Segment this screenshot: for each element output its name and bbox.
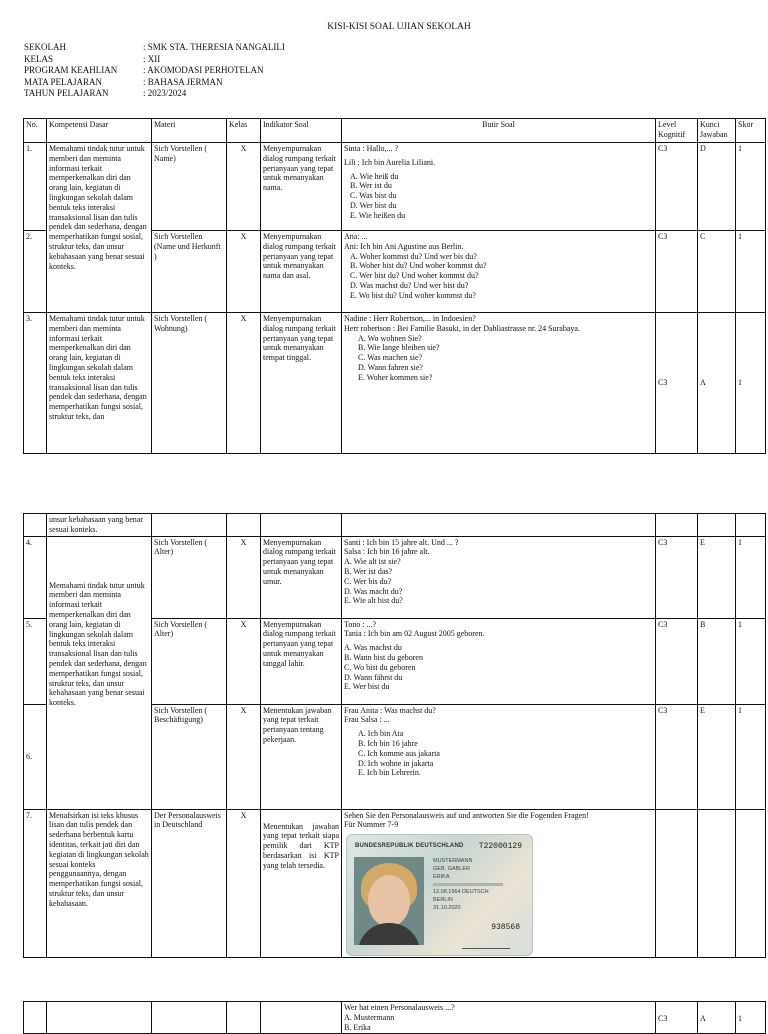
answer-option: D. Ich wohne in jakarta — [358, 758, 434, 768]
info-value: : XII — [143, 53, 161, 64]
cell-kelas: X — [227, 704, 261, 809]
cell-butir — [342, 809, 656, 958]
cell-materi: Sich Vorstellen ( Beschäftigung) — [152, 704, 227, 809]
cell-indikator: Menyempurnakan dialog rumpang terkait pertanyaan yang tepat untuk menanyakan umur. — [261, 536, 342, 618]
cell-kompetensi: Memahami tindak tutur untuk memberi dan meminta informasi terkait memperkenalkan diri dan orang lain, kegiatan di lingkungan sekolah dalam bentuk teks interaksi transaksional lisan dan tulis pendek dan sederhana, dengan memperhatikan fungsi sosial, struktur teks, dan unsur kebahasaan yang benar sesuai konteks. — [47, 143, 152, 313]
cell-kelas: X — [227, 313, 261, 454]
id-card-field: ERIKA — [433, 874, 450, 881]
cell-kelas: X — [227, 143, 261, 231]
question-text: Wer hat einen Personalausweis ...? — [344, 1003, 455, 1012]
cell-skor: 1 — [736, 536, 766, 618]
cell-butir — [342, 313, 656, 454]
cell-kompetensi: Memahami tindak tutur untuk memberi dan meminta informasi terkait memperkenalkan diri dan orang lain, kegiatan di lingkungan sekolah dalam bentuk teks interaksi transaksional lisan dan tulis pendek dan sederhana, dengan memperhatikan fungsi sosial, struktur teks, dan unsur kebahasaan yang benar sesuai konteks. — [47, 536, 152, 809]
info-value: : AKOMODASI PERHOTELAN — [143, 65, 264, 76]
cell-indikator: Menentukan jawaban yang tepat terkait pertanyaan tentang pekerjaan. — [261, 704, 342, 809]
info-key: MATA PELAJARAN — [24, 76, 103, 87]
cell-indikator: Menentukan jawaban yang tepat terkait siapa pemilik dari KTP berdasarkan isi KTP yang telah tersedia. — [261, 809, 342, 958]
info-key: SEKOLAH — [24, 42, 66, 52]
cell-skor: 1 — [736, 618, 766, 704]
kisi-table-page-3 — [23, 1001, 766, 1034]
cell-level: C3 — [656, 231, 698, 313]
answer-option: B. Wie lange bleiben sie? — [358, 343, 440, 353]
dialog-line: Ana: ... — [344, 232, 368, 241]
id-card-image — [346, 834, 533, 956]
header-materi: Materi — [152, 119, 227, 143]
cell-kelas: X — [227, 809, 261, 958]
answer-option: A. Mustermann — [344, 1012, 395, 1022]
cell-kunci: E — [698, 536, 736, 618]
answer-option: C. Was bist du — [350, 191, 397, 201]
answer-option: A. Wie heiß du — [350, 171, 399, 181]
answer-option: D. Wer bist du — [350, 200, 397, 210]
answer-option: A. Wie alt ist sie? — [344, 557, 401, 567]
table-row — [24, 313, 766, 454]
cell-butir — [342, 143, 656, 231]
cell-indikator: Menyempurnakan dialog rumpang terkait pertanyaan yang tepat untuk menanyakan tempat tinggal. — [261, 313, 342, 454]
dialog-line: Sinta : Hallo,... ? — [344, 144, 398, 153]
answer-option: E. Wie alt bist du? — [344, 596, 403, 606]
info-row-mapel — [24, 77, 285, 89]
dialog-line: Herr robertson : Bei Familie Basuki, in der Dahliastrasse nr. 24 Surabaya. — [344, 323, 580, 333]
info-row-program — [24, 65, 285, 77]
header-kompetensi: Kompetensi Dasar — [47, 119, 152, 143]
answer-option: E. Wer bist du — [344, 682, 390, 692]
cell-butir — [342, 1002, 656, 1034]
cell-kunci: E — [698, 704, 736, 809]
cell-no: 6. — [24, 704, 47, 809]
id-card-number: T22000129 — [478, 842, 522, 852]
answer-option: E. Ich bin Lehrerin. — [358, 768, 421, 778]
table-row — [24, 1002, 766, 1034]
dialog-line: Tania : Ich bin am 02 August 2005 geboren. — [344, 629, 485, 639]
cell-kompetensi: unsur kebahasaan yang benar sesuai konteks. — [47, 514, 152, 537]
cell-no: 1. — [24, 143, 47, 231]
answer-option: A. Wo wohnen Sie? — [358, 333, 422, 343]
cell-kunci: A — [698, 313, 736, 454]
info-value: : 2023/2024 — [143, 88, 187, 99]
answer-option: C. Wer bist du? Und woher kommst du? — [350, 271, 479, 281]
answer-option: D. Was machst du? Und wer bist du? — [350, 280, 469, 290]
cell-materi: Sich Vorstellen ( Wohnung) — [152, 313, 227, 454]
answer-option: B. Woher bist du? Und woher kommst du? — [350, 261, 487, 271]
answer-option: A. Woher kommst du? Und wer bis du? — [350, 251, 477, 261]
cell-no: 7. — [24, 809, 47, 958]
cell-level: C3 — [656, 313, 698, 454]
dialog-line: Nadine : Herr Robertson,... in Indoesien? — [344, 314, 476, 323]
kisi-table-page-2 — [23, 513, 766, 958]
cell-materi: Sich Vorstellen ( Name) — [152, 143, 227, 231]
info-row-kelas — [24, 54, 285, 66]
table-row-continued — [24, 514, 766, 537]
cell-butir — [342, 618, 656, 704]
header-level: Level Kognitif — [656, 119, 698, 143]
table-header-row — [24, 119, 766, 143]
dialog-line: Frau Anita : Was machst du? — [344, 705, 436, 715]
answer-option: B. Erika — [344, 1022, 371, 1032]
answer-option: D. Wann fahren sie? — [358, 362, 423, 372]
header-butir: Butir Soal — [342, 119, 656, 143]
answer-option: B. Ich bin 16 jahre — [358, 738, 418, 748]
dialog-line: Ani: Ich bin Ani Agustine aus Berlin. — [344, 241, 464, 251]
id-card-field: 31.10.2020 — [433, 905, 461, 912]
id-card-photo — [354, 857, 424, 945]
cell-level: C3 — [656, 704, 698, 809]
cell-kunci: D — [698, 143, 736, 231]
answer-option: E. Woher kommen sie? — [358, 372, 433, 382]
answer-option: E. Wie heißen du — [350, 210, 406, 220]
info-key: PROGRAM KEAHLIAN — [24, 65, 118, 76]
cell-skor: 1 — [736, 313, 766, 454]
cell-level: C3 — [656, 536, 698, 618]
cell-no: 3. — [24, 313, 47, 454]
cell-kompetensi: Memahami tindak tutur untuk memberi dan meminta informasi terkait memperkenalkan diri dan orang lain, kegiatan di lingkungan sekolah dalam bentuk teks interaksi transaksional lisan dan tulis pendek dan sederhana, dengan memperhatikan fungsi sosial, struktur teks, dan — [47, 313, 152, 454]
cell-butir — [342, 704, 656, 809]
answer-option: D. Was macht du? — [344, 586, 403, 596]
id-card-fields — [433, 857, 503, 912]
document-title: KISI-KISI SOAL UJIAN SEKOLAH — [327, 22, 471, 32]
table-row — [24, 143, 766, 231]
question-instruction-range: Für Nummer 7-9 — [344, 820, 399, 830]
table-row — [24, 536, 766, 618]
answer-option: B. Wer ist das? — [344, 566, 393, 576]
cell-kompetensi: Menafsirkan isi teks khusus lisan dan tulis pendek dan sederhana berbentuk kartu identitas, terkait jati diri dan kegiatan di lingkungan sekolah sesuai konteks penggunaannya, dengan memperhatikan fungsi sosial, struktur teks, dan unsur kebahasaan. — [47, 809, 152, 958]
cell-level: C3 — [656, 143, 698, 231]
cell-no: 2. — [24, 231, 47, 313]
cell-materi: Der Personalausweis in Deutschland — [152, 809, 227, 958]
header-kunci: Kunci Jawaban — [698, 119, 736, 143]
header-no: No. — [24, 119, 47, 143]
answer-option: E. Wo bist du? Und woher kommst du? — [350, 290, 476, 300]
answer-option: B. Wann bist du geboren — [344, 652, 423, 662]
kisi-table-page-1 — [23, 118, 766, 454]
cell-no: 4. — [24, 536, 47, 618]
answer-option: D. Wann fährst du — [344, 672, 403, 682]
answer-option: C. Wo bist du geboren — [344, 662, 416, 672]
id-card-code: 938568 — [491, 923, 520, 933]
info-key: KELAS — [24, 53, 53, 64]
header-indikator: Indikator Soal — [261, 119, 342, 143]
info-value: : SMK STA. THERESIA NANGALILI — [143, 42, 285, 52]
cell-kunci: B — [698, 618, 736, 704]
cell-skor: 1 — [736, 143, 766, 231]
table-row — [24, 809, 766, 958]
cell-butir — [342, 231, 656, 313]
header-kelas: Kelas — [227, 119, 261, 143]
cell-skor: 1 — [736, 704, 766, 809]
dialog-line: Frau Salsa : ... — [344, 715, 390, 725]
dialog-line: Lili : Ich bin Aurelia Liliani. — [344, 157, 436, 167]
answer-option: A. Was machst du — [344, 643, 402, 653]
cell-indikator: Menyempurnakan dialog rumpang terkait pertanyaan yang tepat untuk menanyakan nama. — [261, 143, 342, 231]
document-info — [24, 42, 285, 100]
id-card-field: BERLIN — [433, 897, 453, 904]
header-skor: Skor — [736, 119, 766, 143]
cell-indikator: Menyempurnakan dialog rumpang terkait pertanyaan yang tepat untuk menanyakan nama dan asal. — [261, 231, 342, 313]
cell-kelas: X — [227, 618, 261, 704]
dialog-line: Salsa : Ich bin 16 jahre alt. — [344, 547, 430, 557]
dialog-line: Santi : Ich bin 15 jahre alt. Und ... ? — [344, 537, 459, 547]
question-instruction: Sehen Sie den Personalausweis auf und antworten Sie die Fogenden Fragen! — [344, 810, 589, 820]
cell-indikator: Menyempurnakan dialog rumpang terkait pertanyaan yang tepat untuk menanyakan tanggal lahir. — [261, 618, 342, 704]
id-card-field: GEB. GABLER — [433, 866, 470, 873]
cell-kelas: X — [227, 231, 261, 313]
id-card-header: BUNDESREPUBLIK DEUTSCHLAND — [355, 843, 464, 850]
info-row-tahun — [24, 88, 285, 100]
dialog-line: Tono : ...? — [344, 619, 377, 629]
id-card-field: 12.08.1964 DEUTSCH — [433, 889, 489, 896]
cell-level: C3 — [656, 618, 698, 704]
answer-option: C. Ich komme aus jakarta — [358, 748, 440, 758]
id-card-signature — [462, 938, 514, 949]
cell-butir — [342, 536, 656, 618]
id-card-field: MUSTERMANN — [433, 858, 473, 865]
cell-materi: Sich Vorstellen ( Alter) — [152, 618, 227, 704]
cell-kunci: C — [698, 231, 736, 313]
answer-option: C. Wer bis du? — [344, 576, 392, 586]
cell-kelas: X — [227, 536, 261, 618]
cell-skor: 1 — [736, 1002, 766, 1034]
cell-kunci: A — [698, 1002, 736, 1034]
cell-materi: Sich Vorstellen (Name und Herkunft ) — [152, 231, 227, 313]
cell-level: C3 — [656, 1002, 698, 1034]
cell-materi: Sich Vorstellen ( Alter) — [152, 536, 227, 618]
answer-option: C. Was machen sie? — [358, 353, 423, 363]
info-row-sekolah — [24, 42, 285, 54]
answer-option: B. Wer ist du — [350, 181, 392, 191]
cell-skor: 1 — [736, 231, 766, 313]
info-key: TAHUN PELAJARAN — [24, 88, 109, 99]
answer-option: A. Ich bin Ata — [358, 729, 404, 739]
cell-no: 5. — [24, 618, 47, 704]
info-value: : BAHASA JERMAN — [143, 76, 223, 87]
